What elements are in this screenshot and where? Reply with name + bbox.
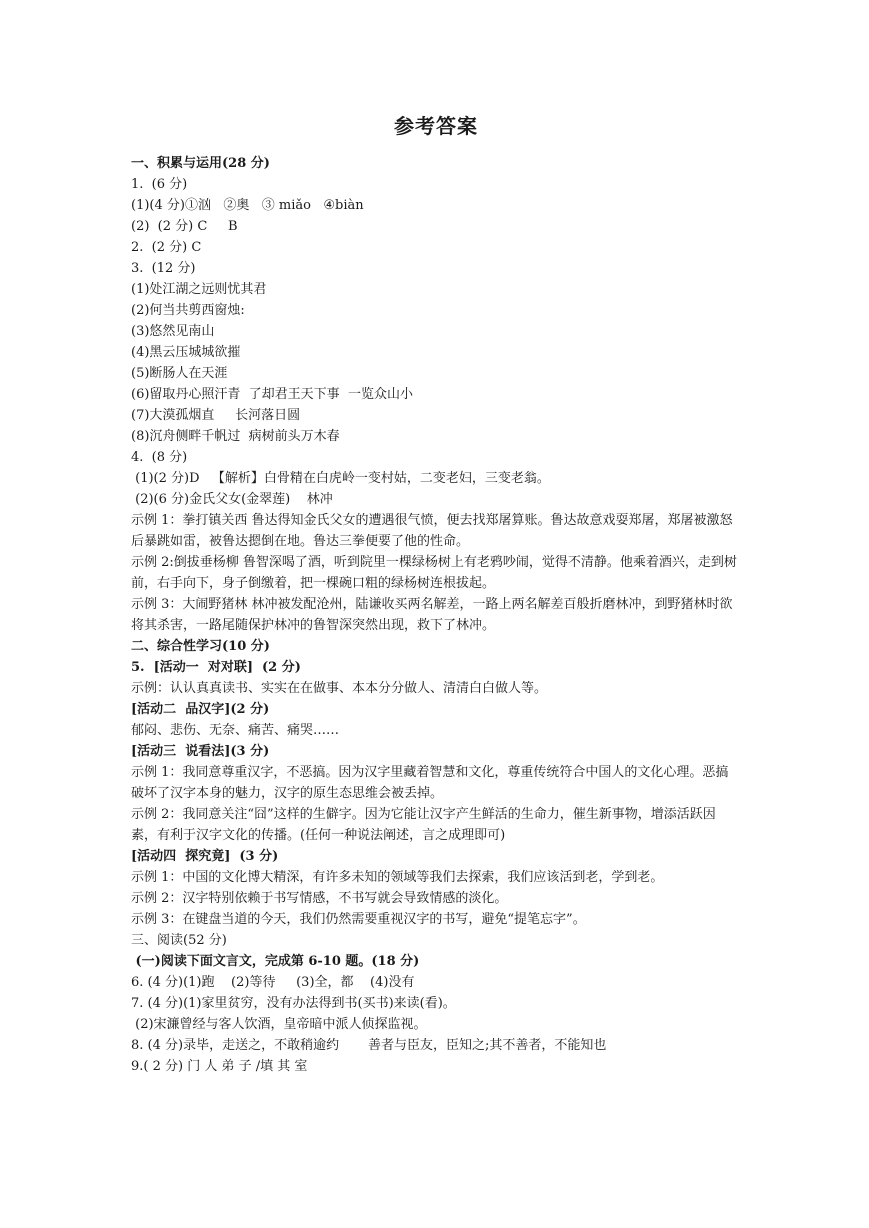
answer-line: 1. (6 分)	[131, 177, 188, 192]
answer-line: 三、阅读(52 分)	[131, 933, 227, 948]
section-heading: [活动三 说看法](3 分)	[131, 744, 270, 759]
answer-line: (2)宋濂曾经与客人饮酒，皇帝暗中派人侦探监视。	[131, 1017, 427, 1032]
answer-line: 示例 2：我同意关注“囧”这样的生僻字。因为它能让汉字产生鲜活的生命力，催生新事物，增添活跃因素，有利于汉字文化的传播。(任何一种说法阐述，言之成理即可)	[131, 807, 716, 843]
answer-line: (1)(2 分)D 【解析】白骨精在白虎岭一变村姑，二变老妇，三变老翁。	[131, 471, 550, 486]
section-heading: 二、综合性学习(10 分)	[131, 639, 270, 654]
answer-line: 示例 3：大闹野猪林 林冲被发配沧州，陆谦收买两名解差，一路上两名解差百般折磨林冲，到野猪林时欲将其杀害，一路尾随保护林冲的鲁智深突然出现，救下了林冲。	[131, 597, 733, 633]
answer-line: (1)处江湖之远则忧其君	[131, 282, 267, 297]
answer-line: (2) (2 分) C B	[131, 219, 238, 234]
answer-line: (5)断肠人在天涯	[131, 366, 228, 381]
answer-line: 示例 3：在键盘当道的今天，我们仍然需要重视汉字的书写，避免“提笔忘字”。	[131, 912, 586, 927]
answer-line: 6. (4 分)(1)跑 (2)等待 (3)全，都 (4)没有	[131, 975, 415, 990]
answer-line: 4. (8 分)	[131, 450, 188, 465]
answer-line: 郁闷、悲伤、无奈、痛苦、痛哭……	[131, 723, 340, 738]
answer-line: (6)留取丹心照汗青 了却君王天下事 一览众山小	[131, 387, 413, 402]
answer-line: (3)悠然见南山	[131, 324, 215, 339]
answer-line: (7)大漠孤烟直 长河落日圆	[131, 408, 301, 423]
answer-line: (8)沉舟侧畔千帆过 病树前头万木春	[131, 429, 340, 444]
answer-line: 8. (4 分)录毕，走送之，不敢稍逾约 善者与臣友，臣知之;其不善者，不能知也	[131, 1038, 607, 1053]
answer-line: 示例 2:倒拔垂杨柳 鲁智深喝了酒，听到院里一棵绿杨树上有老鸦吵闹，觉得不清静。他乘着酒兴，走到树前，右手向下，身子倒缴着，把一棵碗口粗的绿杨树连根拔起。	[131, 555, 737, 591]
section-heading: [活动二 品汉字](2 分)	[131, 702, 270, 717]
section-heading: (一)阅读下面文言文，完成第 6-10 题。(18 分)	[131, 954, 420, 969]
answer-line: 示例 1：拳打镇关西 鲁达得知金氏父女的遭遇很气愤，便去找郑屠算账。鲁达故意戏耍郑屠，郑屠被激怒后暴跳如雷，被鲁达摁倒在地。鲁达三拳便要了他的性命。	[131, 513, 733, 549]
answer-line: 3. (12 分)	[131, 261, 196, 276]
answer-line: 示例 1：我同意尊重汉字，不恶搞。因为汉字里藏着智慧和文化，尊重传统符合中国人的文化心理。恶搞破坏了汉字本身的魅力，汉字的原生态思维会被丢掉。	[131, 765, 729, 801]
answer-line: (4)黑云压城城欲摧	[131, 345, 241, 360]
answer-line: 9.( 2 分) 门 人 弟 子 /填 其 室	[131, 1059, 308, 1074]
answer-line: 7. (4 分)(1)家里贫穷，没有办法得到书(买书)来读(看)。	[131, 996, 456, 1011]
answer-line: 2. (2 分) C	[131, 240, 202, 255]
answer-line: (2)何当共剪西窗烛:	[131, 303, 245, 318]
answer-key-page	[131, 110, 741, 1077]
answer-body	[131, 153, 741, 1077]
answer-line: (1)(4 分)①汹 ②奥 ③ miǎo ④biàn	[131, 198, 364, 213]
page-title: 参考答案	[394, 114, 478, 138]
answer-line: 示例：认认真真读书、实实在在做事、本本分分做人、清清白白做人等。	[131, 681, 548, 696]
answer-line: 示例 1：中国的文化博大精深，有许多未知的领域等我们去探索，我们应该活到老，学到老。	[131, 870, 664, 885]
section-heading: [活动四 探究竟] (3 分)	[131, 849, 279, 864]
answer-line: (2)(6 分)金氏父女(金翠莲) 林冲	[131, 492, 333, 507]
answer-line: 示例 2：汉字特别依赖于书写情感，不书写就会导致情感的淡化。	[131, 891, 508, 906]
section-heading: 一、积累与运用(28 分)	[131, 156, 270, 171]
section-heading: 5. [活动一 对对联] (2 分)	[131, 660, 301, 675]
